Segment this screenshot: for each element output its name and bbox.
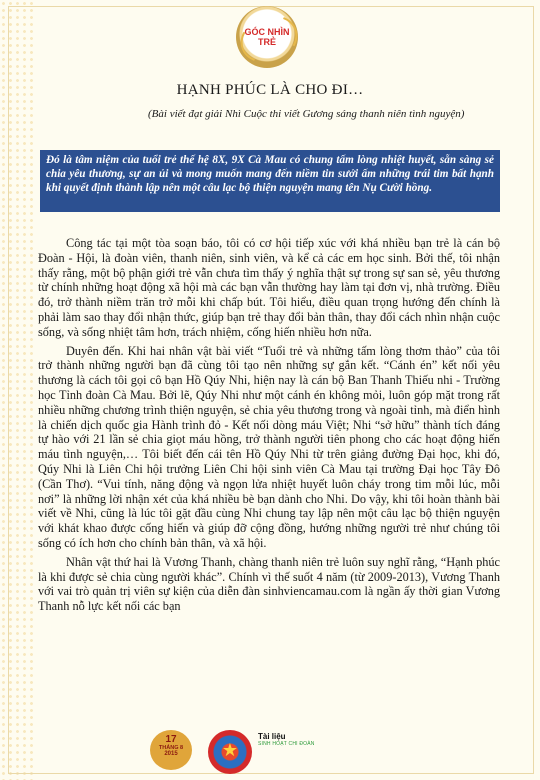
article-body [38,236,500,618]
issue-month: THÁNG 8 [158,745,184,751]
issue-day: 17 [165,734,177,745]
issue-year: 2015 [164,751,178,757]
body-paragraph: Công tác tại một tòa soạn báo, tôi có cơ hội tiếp xúc với khá nhiều bạn trẻ là cán bộ Đoàn - Hội, là đoàn viên, thanh niên, sinh viên, và kể cả các em học sinh. Bởi thế, tôi nhận thấy rằng, một bộ phận giới trẻ vẫn chưa tìm thấy ý nghĩa thật sự trong sự san sẻ, yêu thương từ chính những hoạt động xã hội mà các bạn vẫn thường hay làm tại đơn vị, nhà trường. Điều đó, trở thành niềm trăn trở mỗi khi chấp bút. Tôi hiểu, điều quan trọng hướng đến chính là phải làm sao thay đổi nhận thức, giúp bạn trẻ thay đổi bản thân, thay đổi cách nhìn nhận cuộc sống, và sống nhiệt tâm hơn, trách nhiệm, cống hiến nhiều hơn nữa. [38,236,500,339]
youth-union-emblem-icon [208,730,252,774]
intro-box: Đó là tâm niệm của tuổi trẻ thế hệ 8X, 9X Cà Mau có chung tấm lòng nhiệt huyết, sẵn sàng sẻ chia yêu thương, sự an ủi và mong muốn mang đến niềm tin sưởi ấm những trái tim bất hạnh khi quyết định thành lập nên một câu lạc bộ thiện nguyện mang tên Nụ Cười hồng. [40,150,500,212]
issue-date-badge [150,730,192,770]
footer-label [258,732,315,747]
article-title: HẠNH PHÚC LÀ CHO ĐI… [176,82,364,98]
footer-subtitle: SINH HOẠT CHI ĐOÀN [258,741,315,747]
section-logo [227,6,307,72]
footer-title: Tài liệu [258,732,286,741]
logo-badge-icon [236,6,298,68]
logo-text: GÓC NHÌN TRẺ [244,27,290,47]
article-subtitle: (Bài viết đạt giải Nhì Cuộc thi viết Gương sáng thanh niên tình nguyện) [148,108,465,120]
body-paragraph: Duyên đến. Khi hai nhân vật bài viết “Tuổi trẻ và những tấm lòng thơm thảo” của tôi trở thành những người bạn đã cùng tôi tạo nên những sự gắn kết. “Cánh én” kết nối yêu thương là cách tôi gọi cô bạn Hồ Qúy Nhi, hiện nay là cán bộ Ban Thanh Thiếu nhi - Trường học Tỉnh đoàn Cà Mau. Bởi lẽ, Qúy Nhi như một cánh én không mỏi, luôn góp mặt trong rất nhiều những chương trình thiện nguyện, sẻ chia yêu thương trong và ngoài tỉnh, mà điển hình là chiến dịch quốc gia Hành trình đỏ - Kết nối dòng máu Việt; Nhi “sở hữu” thành tích đáng tự hào với 21 lần sẻ chia giọt máu hồng, trở thành người tiên phong cho các hoạt động hiến máu tình nguyện,… Tôi biết đến cái tên Hồ Qúy Nhi từ trên giảng đường Đại học, khi đó, Qúy Nhi là Liên Chi hội trưởng Liên Chi hội sinh viên Cà Mau tại trường Đại học Tây Đô (Cần Thơ). “Vui tính, năng động và ngọn lửa nhiệt huyết luôn cháy trong tim mỗi lúc, mỗi nơi” là những lời nhận xét của khá nhiều bè bạn dành cho Nhi. Do vậy, khi tôi hoàn thành bài viết về Nhi, cũng là lúc tôi gặt đầu cùng Nhi chung tay lập nên một câu lạc bộ thiện nguyện với khát khao được cống hiến và giúp đỡ cộng đồng, hướng những người trẻ như chúng tôi sống có ích hơn cho chính bản thân, và xã hội. [38,343,500,550]
body-paragraph: Nhân vật thứ hai là Vương Thanh, chàng thanh niên trẻ luôn suy nghĩ rằng, “Hạnh phúc là khi được sẻ chia cùng người khác”. Chính vì thế suốt 4 năm (từ 2009-2013), Vương Thanh với vai trò quản trị viên sự kiện của diễn đàn sinhviencamau.com là ngần ấy thời gian Vương Thanh nỗ lực kết nối các bạn [38,554,500,614]
